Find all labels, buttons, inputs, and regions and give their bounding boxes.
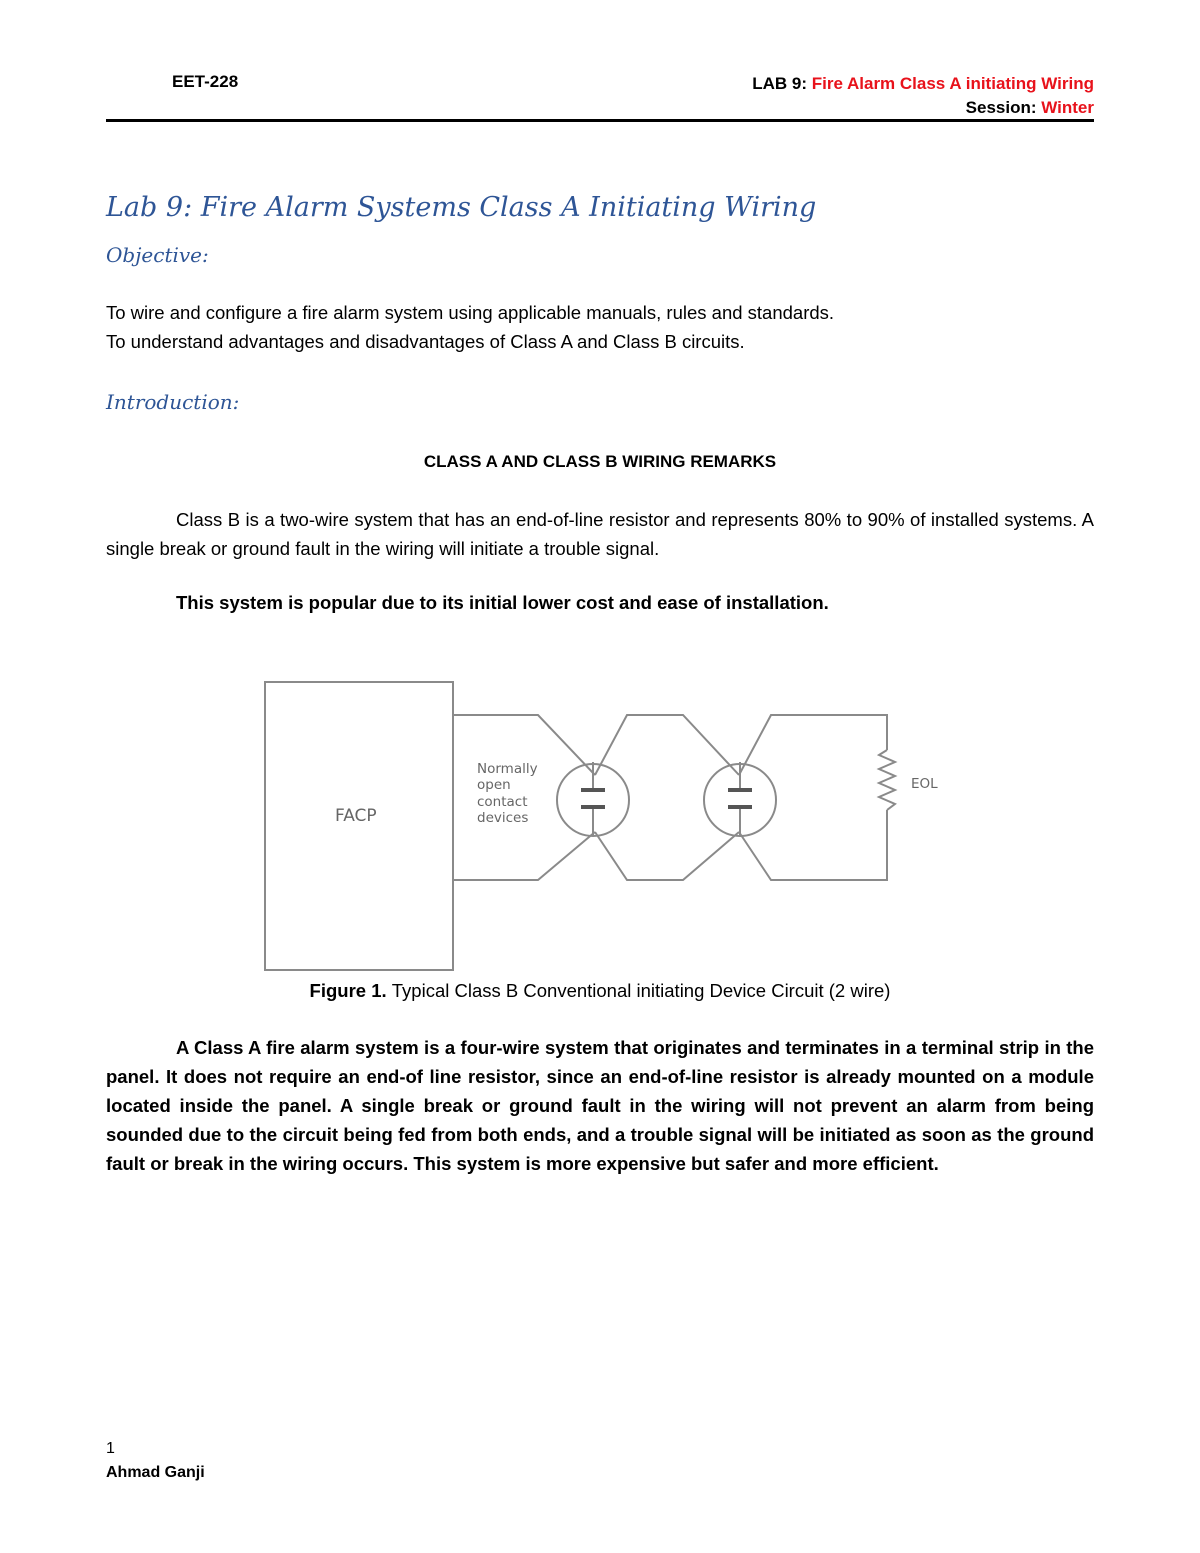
class-b-text: Class B is a two-wire system that has an end-of-line resistor and represents 80% to 90% of installed systems. A single break or ground fault in the wiring will initiate a trouble signal. bbox=[106, 509, 1094, 559]
objective-line-2: To understand advantages and disadvantages of Class A and Class B circuits. bbox=[106, 331, 745, 352]
objective-line-1: To wire and configure a fire alarm system using applicable manuals, rules and standards. bbox=[106, 302, 835, 323]
figure-caption-label: Figure 1. bbox=[309, 980, 387, 1001]
header-right bbox=[752, 72, 1094, 120]
class-a-paragraph bbox=[106, 1033, 1094, 1178]
device-label-line-1: Normally bbox=[477, 761, 538, 777]
eol-resistor bbox=[879, 750, 895, 810]
footer-author: Ahmad Ganji bbox=[106, 1464, 205, 1481]
page-title: Lab 9: Fire Alarm Systems Class A Initiating Wiring bbox=[106, 192, 817, 223]
wiring-remarks-heading: CLASS A AND CLASS B WIRING REMARKS bbox=[423, 452, 777, 471]
bottom-wire-3 bbox=[739, 810, 887, 880]
header-divider bbox=[106, 119, 1094, 122]
header-lab-label: LAB 9: bbox=[752, 74, 807, 93]
device-label-line-2: open bbox=[477, 777, 511, 793]
header-lab-line bbox=[752, 72, 1094, 96]
figure-caption bbox=[106, 980, 1094, 1002]
introduction-heading: Introduction: bbox=[106, 390, 240, 414]
header-session-line bbox=[752, 96, 1094, 120]
header-session-value: Winter bbox=[1041, 98, 1094, 117]
facp-panel-box bbox=[265, 682, 453, 970]
class-b-paragraph bbox=[106, 505, 1094, 563]
device-label-line-4: devices bbox=[477, 810, 529, 826]
bottom-wire-2 bbox=[595, 832, 739, 880]
device-label-line-3: contact bbox=[477, 794, 528, 810]
class-a-text: A Class A fire alarm system is a four-wire system that originates and terminates in a terminal strip in the panel. It does not require an end-of line resistor, since an end-of-line resistor is already mounted on a module located inside the panel. A single break or ground fault in the wiring will not prevent an alarm from being sounded due to the circuit being fed from both ends, and a trouble signal will be initiated as soon as the ground fault or break in the wiring occurs. This system is more expensive but safer and more efficient. bbox=[106, 1037, 1094, 1174]
class-b-cost-paragraph: This system is popular due to its initial lower cost and ease of installation. bbox=[176, 592, 829, 613]
header-lab-title: Fire Alarm Class A initiating Wiring bbox=[811, 74, 1094, 93]
top-wire-2 bbox=[595, 715, 739, 775]
page-number: 1 bbox=[106, 1440, 115, 1457]
objective-heading: Objective: bbox=[106, 243, 209, 267]
header-session-label: Session: bbox=[965, 98, 1037, 117]
top-wire-3 bbox=[739, 715, 887, 775]
figure-caption-text: Typical Class B Conventional initiating Device Circuit (2 wire) bbox=[391, 980, 891, 1001]
bottom-wire-1 bbox=[453, 832, 595, 880]
facp-label: FACP bbox=[335, 806, 377, 826]
eol-label: EOL bbox=[911, 776, 938, 792]
class-b-circuit-diagram bbox=[255, 670, 945, 980]
header-course: EET-228 bbox=[172, 72, 239, 91]
